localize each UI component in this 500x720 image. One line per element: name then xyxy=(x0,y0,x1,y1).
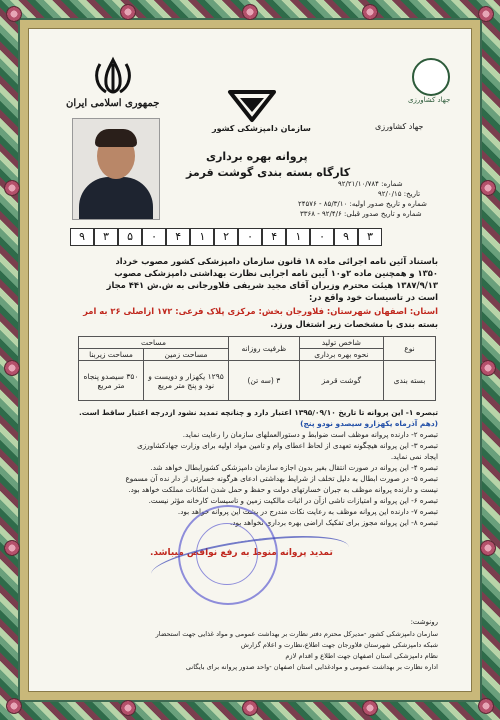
col-product: نحوه بهره برداری xyxy=(299,349,383,361)
id-digit: ۰ xyxy=(310,228,334,246)
col-built: مساحت زیربنا xyxy=(79,349,144,361)
id-digit: ۱ xyxy=(190,228,214,246)
veterinary-org-caption: سازمان دامپزشکی کشور xyxy=(212,124,311,133)
border-rose-icon xyxy=(478,6,494,22)
border-rose-icon xyxy=(4,360,20,376)
cc-line: نظام دامپزشکی استان اصفهان جهت اطلاع و اقدام لازم xyxy=(285,652,438,660)
col-capacity: ظرفیت روزانه xyxy=(229,337,300,361)
national-id-boxes xyxy=(70,228,382,246)
id-digit: ۱ xyxy=(286,228,310,246)
note-3-cont: ایجاد نمی نماید. xyxy=(390,452,438,461)
border-rose-icon xyxy=(6,6,22,22)
cell-capacity: ۳ (سه تن) xyxy=(229,361,300,401)
id-digit: ۲ xyxy=(214,228,238,246)
renewal-note: تمدید پروانه منوط به رفع نواقص میباشد. xyxy=(150,548,333,558)
location-line: استان: اصفهان شهرستان: فلاورجان بخش: مرکزی پلاک فرعی: ۱۷۲ ازاصلی ۲۶ به امر xyxy=(83,306,438,316)
note-7: تبصره ۷- دارنده این پروانه موظف به رعایت نکات مندرج در پشت این پروانه خواهد بود. xyxy=(177,507,438,516)
note-1-date-words: (دهم آذرماه یکهزارو سیصدو نودو پنج) xyxy=(300,419,438,428)
cc-line: سازمان دامپزشکی کشور -مدیرکل محترم دفتر نظارت بر بهداشت عمومی و مواد غذایی جهت استحضار xyxy=(155,630,438,638)
cell-product: گوشت قرمز xyxy=(299,361,383,401)
holder-photo xyxy=(72,118,160,220)
id-digit: ۴ xyxy=(262,228,286,246)
id-digit: ۰ xyxy=(238,228,262,246)
border-rose-icon xyxy=(4,540,20,556)
body-line: ۱۳۸۷/۹/۱۳ هیئت محترم وزیران آقای مجید شریفی فلاورجانی به ش.ش ۴۴۱ مجاز xyxy=(106,280,438,290)
border-rose-icon xyxy=(242,700,258,716)
id-digit: ۳ xyxy=(94,228,118,246)
id-digit: ۳ xyxy=(358,228,382,246)
col-indicator: شاخص تولید xyxy=(299,337,383,349)
border-rose-icon xyxy=(480,180,496,196)
border-rose-icon xyxy=(362,700,378,716)
border-rose-icon xyxy=(120,4,136,20)
cc-line: اداره نظارت بر بهداشت عمومی و موادغذایی استان اصفهان -واحد صدور پروانه برای بایگانی xyxy=(185,663,438,671)
doc-number: شماره: ۹۲/۲۱/۱۰/۷۸۴ xyxy=(338,180,403,188)
jihad-side-label: جهاد کشاورزی xyxy=(375,122,424,131)
cell-built: ۳۵۰ سیصدو پنجاه متر مربع xyxy=(79,361,144,401)
specs-table xyxy=(78,336,436,401)
body-line: بسته بندی با مشخصات زیر اشتغال ورزد. xyxy=(270,319,438,329)
id-digit: ۰ xyxy=(142,228,166,246)
border-rose-icon xyxy=(120,700,136,716)
body-line: است در تاسیسات خود واقع در: xyxy=(308,292,438,302)
cc-label: رونوشت: xyxy=(410,618,438,626)
border-rose-icon xyxy=(242,4,258,20)
border-rose-icon xyxy=(478,698,494,714)
cell-land: ۱۲۹۵ یکهزار و دویست و نود و پنج متر مربع xyxy=(144,361,229,401)
border-rose-icon xyxy=(480,540,496,556)
body-line: باستناد آئین نامه اجرائی ماده ۱۸ قانون سازمان دامپزشکی کشور مصوب خرداد xyxy=(115,256,438,266)
id-digit: ۹ xyxy=(334,228,358,246)
note-3: تبصره ۳- این پروانه هیچگونه تعهدی از لحاظ اعطای وام و تامین مواد اولیه برای وزارت جهادکشاورزی xyxy=(137,441,438,450)
veterinary-org-logo-icon xyxy=(226,88,278,124)
iran-emblem-caption: جمهوری اسلامی ایران xyxy=(66,98,160,109)
id-digit: ۴ xyxy=(166,228,190,246)
cell-type: بسته بندی xyxy=(383,361,435,401)
prev-issue: شماره و تاریخ صدور قبلی: ۹۲/۴/۶ - ۳۳۶۸ xyxy=(300,210,422,218)
id-digit: ۵ xyxy=(118,228,142,246)
note-1: تبصره ۱- این پروانه تا تاریخ ۱۳۹۵/۰۹/۱۰ اعتبار دارد و چنانچه تمدید نشود ازدرجه اعتبار ساقط است. xyxy=(78,408,438,417)
note-5-cont: نیست و دارنده پروانه موظف به جبران خسارتهای دولت و حفظ و حمل شدن امکانات مملکت خواهد بود. xyxy=(128,485,438,494)
body-line: ۱۳۵۰ و همچنین ماده ۲و۱۰ آیین نامه اجرایی نظارت بهداشتی دامپزشکی مصوب xyxy=(114,268,438,278)
note-5: تبصره ۵- در صورت ابطال به دلیل تخلف از شرایط بهداشتی ادعای هرگونه خسارتی از دار نده آن مسموع xyxy=(125,474,438,483)
border-rose-icon xyxy=(480,360,496,376)
certificate-title: پروانه بهره برداری xyxy=(206,150,308,163)
note-4: تبصره ۴- این پروانه در صورت انتقال بغیر بدون اجازه سازمان دامپزشکی کشورابطال خواهد شد. xyxy=(150,463,438,472)
border-rose-icon xyxy=(362,4,378,20)
certificate-subtitle: کارگاه بسته بندی گوشت قرمز xyxy=(186,166,351,179)
cc-line: شبکه دامپزشکی شهرستان فلاورجان جهت اطلاع،نظارت و اعلام گزارش xyxy=(240,641,438,649)
note-8: تبصره ۸- این پروانه مجوز برای تفکیک اراضی بهره برداری نخواهد بود. xyxy=(230,518,438,527)
jihad-logo xyxy=(412,58,450,96)
jihad-logo-text: جهاد کشاورزی xyxy=(408,96,451,104)
col-type: نوع xyxy=(383,337,435,361)
note-2: تبصره ۲- دارنده پروانه موظف است ضوابط و دستورالعملهای سازمان را رعایت نماید. xyxy=(182,430,438,439)
col-land: مساحت زمین xyxy=(144,349,229,361)
col-area: مساحت xyxy=(79,337,229,349)
border-rose-icon xyxy=(6,698,22,714)
iran-emblem-icon xyxy=(92,56,134,96)
note-6: تبصره ۶- این پروانه و امتیازات ناشی ازآن در اثبات مالکیت زمین و تاسیسات کارخانه مؤثر نیست. xyxy=(148,496,438,505)
doc-date: تاریخ: ۹۲/۰/۱۵ xyxy=(378,190,421,198)
first-issue: شماره و تاریخ صدور اولیه: ۸۵/۳/۱۰ - ۲۴۵۷۶ xyxy=(298,200,427,208)
id-digit: ۹ xyxy=(70,228,94,246)
border-rose-icon xyxy=(4,180,20,196)
